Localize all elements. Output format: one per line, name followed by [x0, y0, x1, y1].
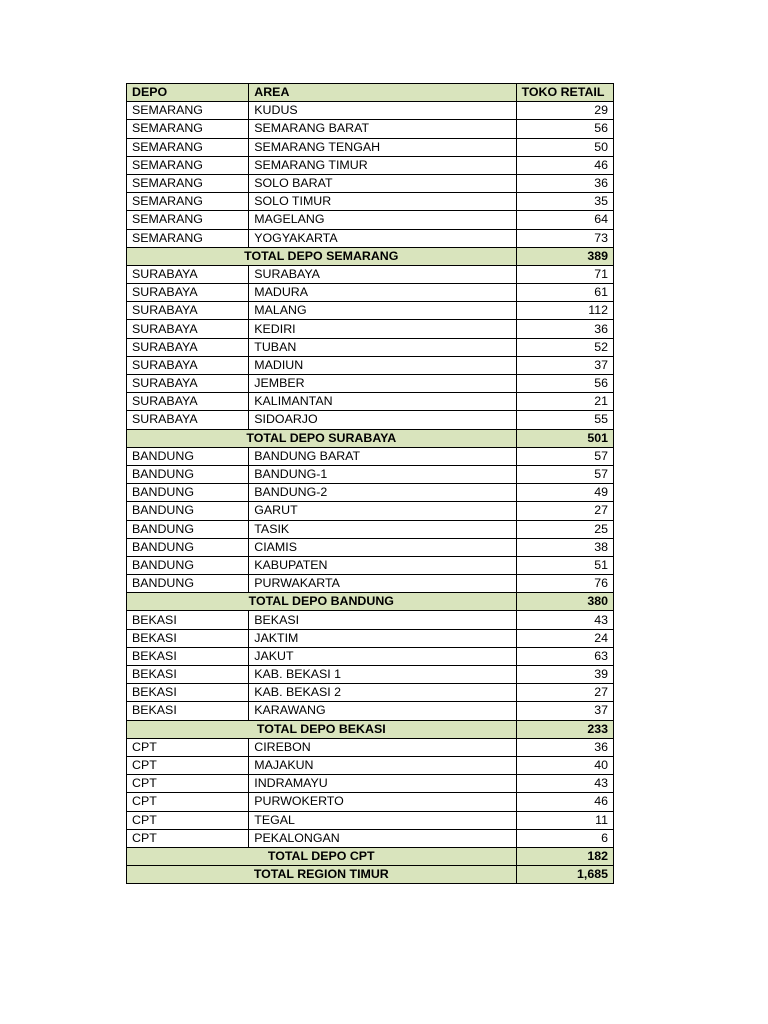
cell-toko-retail: 25 — [516, 520, 613, 538]
table-row — [127, 356, 614, 374]
cell-area: SOLO BARAT — [249, 174, 516, 192]
table-row — [127, 775, 614, 793]
cell-area: INDRAMAYU — [249, 775, 516, 793]
table-row — [127, 647, 614, 665]
subtotal-label: TOTAL DEPO CPT — [127, 847, 517, 865]
cell-area: KALIMANTAN — [249, 393, 516, 411]
cell-area: BANDUNG BARAT — [249, 447, 516, 465]
subtotal-row — [127, 429, 614, 447]
header-area: AREA — [249, 84, 516, 102]
grand-total-row — [127, 866, 614, 884]
cell-toko-retail: 29 — [516, 102, 613, 120]
table-row — [127, 611, 614, 629]
table-row — [127, 756, 614, 774]
cell-area: SOLO TIMUR — [249, 193, 516, 211]
cell-toko-retail: 6 — [516, 829, 613, 847]
cell-toko-retail: 43 — [516, 611, 613, 629]
cell-area: BEKASI — [249, 611, 516, 629]
cell-depo: CPT — [127, 775, 249, 793]
cell-depo: SURABAYA — [127, 302, 249, 320]
cell-toko-retail: 36 — [516, 320, 613, 338]
table-row — [127, 211, 614, 229]
cell-toko-retail: 76 — [516, 575, 613, 593]
table-row — [127, 484, 614, 502]
grand-total-value: 1,685 — [516, 866, 613, 884]
cell-depo: BANDUNG — [127, 556, 249, 574]
cell-area: TEGAL — [249, 811, 516, 829]
table-row — [127, 538, 614, 556]
table-row — [127, 120, 614, 138]
cell-toko-retail: 36 — [516, 174, 613, 192]
table-row — [127, 811, 614, 829]
cell-depo: BANDUNG — [127, 484, 249, 502]
cell-depo: SEMARANG — [127, 211, 249, 229]
cell-depo: CPT — [127, 738, 249, 756]
cell-depo: CPT — [127, 829, 249, 847]
cell-depo: CPT — [127, 811, 249, 829]
cell-area: BANDUNG-1 — [249, 465, 516, 483]
subtotal-row — [127, 720, 614, 738]
subtotal-label: TOTAL DEPO SEMARANG — [127, 247, 517, 265]
cell-toko-retail: 51 — [516, 556, 613, 574]
cell-toko-retail: 46 — [516, 156, 613, 174]
subtotal-value: 233 — [516, 720, 613, 738]
cell-toko-retail: 50 — [516, 138, 613, 156]
cell-depo: SURABAYA — [127, 393, 249, 411]
cell-toko-retail: 11 — [516, 811, 613, 829]
cell-toko-retail: 27 — [516, 502, 613, 520]
cell-area: SEMARANG BARAT — [249, 120, 516, 138]
cell-area: KEDIRI — [249, 320, 516, 338]
cell-toko-retail: 57 — [516, 447, 613, 465]
cell-area: KAB. BEKASI 1 — [249, 666, 516, 684]
table-row — [127, 320, 614, 338]
cell-area: KAB. BEKASI 2 — [249, 684, 516, 702]
cell-depo: SEMARANG — [127, 156, 249, 174]
cell-toko-retail: 46 — [516, 793, 613, 811]
cell-depo: CPT — [127, 756, 249, 774]
cell-depo: CPT — [127, 793, 249, 811]
table-row — [127, 793, 614, 811]
cell-area: TASIK — [249, 520, 516, 538]
cell-depo: SEMARANG — [127, 102, 249, 120]
cell-toko-retail: 56 — [516, 120, 613, 138]
cell-depo: SURABAYA — [127, 320, 249, 338]
table-row — [127, 338, 614, 356]
cell-area: TUBAN — [249, 338, 516, 356]
cell-toko-retail: 21 — [516, 393, 613, 411]
table-row — [127, 229, 614, 247]
table-row — [127, 629, 614, 647]
cell-depo: BEKASI — [127, 629, 249, 647]
header-toko-retail: TOKO RETAIL — [516, 84, 613, 102]
table-row — [127, 465, 614, 483]
subtotal-row — [127, 593, 614, 611]
cell-area: KARAWANG — [249, 702, 516, 720]
cell-toko-retail: 43 — [516, 775, 613, 793]
cell-toko-retail: 27 — [516, 684, 613, 702]
table-row — [127, 102, 614, 120]
cell-toko-retail: 24 — [516, 629, 613, 647]
cell-toko-retail: 40 — [516, 756, 613, 774]
table-row — [127, 520, 614, 538]
table-row — [127, 375, 614, 393]
table-row — [127, 666, 614, 684]
cell-depo: BANDUNG — [127, 447, 249, 465]
cell-toko-retail: 38 — [516, 538, 613, 556]
cell-toko-retail: 49 — [516, 484, 613, 502]
table-row — [127, 556, 614, 574]
cell-toko-retail: 71 — [516, 265, 613, 283]
cell-area: PEKALONGAN — [249, 829, 516, 847]
table-row — [127, 193, 614, 211]
cell-depo: SEMARANG — [127, 138, 249, 156]
subtotal-value: 182 — [516, 847, 613, 865]
cell-depo: SURABAYA — [127, 375, 249, 393]
subtotal-label: TOTAL DEPO BEKASI — [127, 720, 517, 738]
table-row — [127, 174, 614, 192]
cell-toko-retail: 37 — [516, 702, 613, 720]
cell-area: JAKUT — [249, 647, 516, 665]
cell-depo: SEMARANG — [127, 174, 249, 192]
cell-depo: BEKASI — [127, 702, 249, 720]
subtotal-value: 501 — [516, 429, 613, 447]
header-depo: DEPO — [127, 84, 249, 102]
cell-depo: SEMARANG — [127, 229, 249, 247]
table-row — [127, 138, 614, 156]
table-row — [127, 284, 614, 302]
cell-toko-retail: 57 — [516, 465, 613, 483]
cell-area: CIAMIS — [249, 538, 516, 556]
cell-area: PURWOKERTO — [249, 793, 516, 811]
table-row — [127, 156, 614, 174]
cell-area: MADIUN — [249, 356, 516, 374]
cell-depo: SURABAYA — [127, 338, 249, 356]
cell-toko-retail: 61 — [516, 284, 613, 302]
depo-retail-table — [126, 83, 614, 884]
table-row — [127, 738, 614, 756]
subtotal-label: TOTAL DEPO BANDUNG — [127, 593, 517, 611]
cell-toko-retail: 63 — [516, 647, 613, 665]
cell-area: MAGELANG — [249, 211, 516, 229]
cell-depo: BEKASI — [127, 611, 249, 629]
cell-depo: SURABAYA — [127, 284, 249, 302]
cell-depo: SURABAYA — [127, 356, 249, 374]
cell-area: SEMARANG TENGAH — [249, 138, 516, 156]
cell-toko-retail: 112 — [516, 302, 613, 320]
cell-area: SEMARANG TIMUR — [249, 156, 516, 174]
table-row — [127, 265, 614, 283]
cell-toko-retail: 55 — [516, 411, 613, 429]
cell-toko-retail: 52 — [516, 338, 613, 356]
cell-area: YOGYAKARTA — [249, 229, 516, 247]
cell-area: PURWAKARTA — [249, 575, 516, 593]
cell-depo: BANDUNG — [127, 502, 249, 520]
cell-area: GARUT — [249, 502, 516, 520]
cell-toko-retail: 64 — [516, 211, 613, 229]
cell-depo: BANDUNG — [127, 465, 249, 483]
cell-depo: SURABAYA — [127, 265, 249, 283]
cell-depo: BEKASI — [127, 647, 249, 665]
cell-toko-retail: 56 — [516, 375, 613, 393]
table-row — [127, 702, 614, 720]
cell-depo: BANDUNG — [127, 538, 249, 556]
cell-area: JAKTIM — [249, 629, 516, 647]
subtotal-row — [127, 847, 614, 865]
table-row — [127, 302, 614, 320]
table-row — [127, 575, 614, 593]
cell-depo: SEMARANG — [127, 120, 249, 138]
table-row — [127, 502, 614, 520]
table-row — [127, 393, 614, 411]
cell-area: KABUPATEN — [249, 556, 516, 574]
subtotal-value: 389 — [516, 247, 613, 265]
cell-depo: BANDUNG — [127, 520, 249, 538]
cell-toko-retail: 39 — [516, 666, 613, 684]
cell-depo: SURABAYA — [127, 411, 249, 429]
cell-toko-retail: 73 — [516, 229, 613, 247]
cell-depo: BEKASI — [127, 684, 249, 702]
cell-toko-retail: 37 — [516, 356, 613, 374]
subtotal-label: TOTAL DEPO SURABAYA — [127, 429, 517, 447]
cell-area: JEMBER — [249, 375, 516, 393]
cell-depo: SEMARANG — [127, 193, 249, 211]
cell-area: BANDUNG-2 — [249, 484, 516, 502]
table-row — [127, 447, 614, 465]
cell-area: MAJAKUN — [249, 756, 516, 774]
cell-toko-retail: 36 — [516, 738, 613, 756]
table-body — [127, 102, 614, 884]
cell-area: MADURA — [249, 284, 516, 302]
cell-depo: BANDUNG — [127, 575, 249, 593]
subtotal-value: 380 — [516, 593, 613, 611]
table-row — [127, 684, 614, 702]
table-row — [127, 411, 614, 429]
cell-area: SIDOARJO — [249, 411, 516, 429]
cell-area: MALANG — [249, 302, 516, 320]
table-row — [127, 829, 614, 847]
table-header-row — [127, 84, 614, 102]
cell-toko-retail: 35 — [516, 193, 613, 211]
cell-area: SURABAYA — [249, 265, 516, 283]
cell-area: CIREBON — [249, 738, 516, 756]
subtotal-row — [127, 247, 614, 265]
grand-total-label: TOTAL REGION TIMUR — [127, 866, 517, 884]
cell-depo: BEKASI — [127, 666, 249, 684]
cell-area: KUDUS — [249, 102, 516, 120]
